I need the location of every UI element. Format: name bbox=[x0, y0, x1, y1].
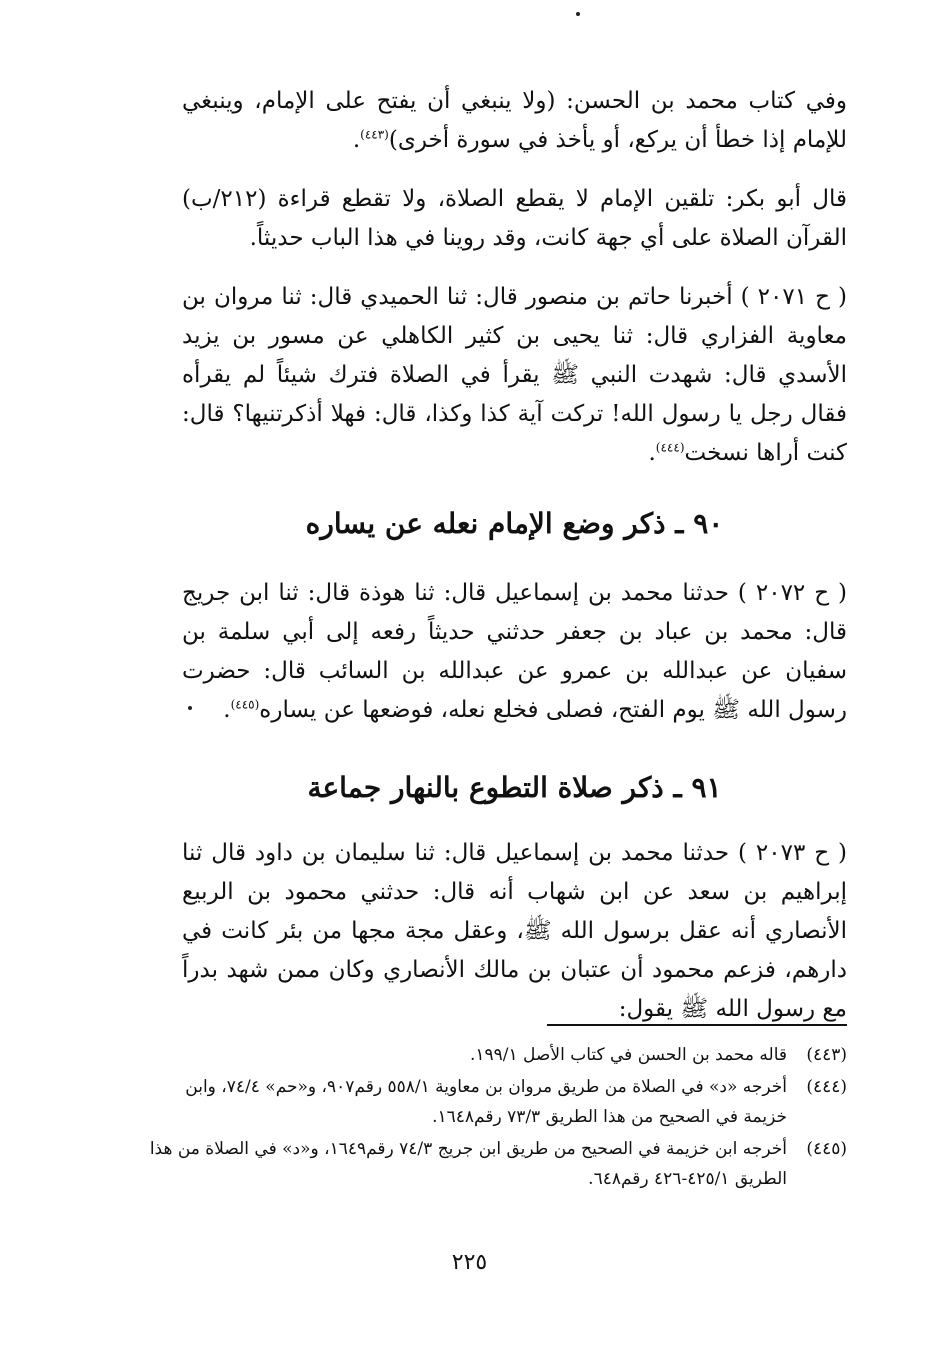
paragraph-p5 bbox=[182, 834, 847, 1029]
footnote-text: قاله محمد بن الحسن في كتاب الأصل ١٩٩/١. bbox=[469, 1045, 787, 1065]
section-heading-90: ٩٠ ـ ذكر وضع الإمام نعله عن يساره bbox=[305, 507, 724, 540]
footnote-text: أخرجه ابن خزيمة في الصحيح من طريق ابن جريج ٧٤/٣ رقم١٦٤٩، و«د» في الصلاة من هذا الطريق ٤٢٥/١-٤٢٦ رقم٦٤٨. bbox=[149, 1139, 787, 1189]
page-number: ٢٢٥ bbox=[451, 1250, 488, 1275]
paragraph-p3 bbox=[182, 278, 847, 473]
paragraph-text: وفي كتاب محمد بن الحسن: (ولا ينبغي أن يفتح على الإمام، وينبغي للإمام إذا خطأ أن يركع، أو يأخذ في سورة أخرى) bbox=[182, 88, 847, 153]
footnote-number: (٤٤٤) bbox=[806, 1077, 847, 1097]
section-heading-91: ٩١ ـ ذكر صلاة التطوع بالنهار جماعة bbox=[307, 771, 722, 804]
paragraph-p1 bbox=[182, 82, 847, 160]
paragraph-p2 bbox=[182, 180, 847, 258]
footnote-reference: (٤٤٥) bbox=[230, 697, 260, 712]
paragraph-p4 bbox=[182, 574, 847, 730]
paragraph-end-mark: . bbox=[648, 440, 656, 466]
footnote-number: (٤٤٣) bbox=[806, 1045, 847, 1065]
speck-mark bbox=[576, 12, 580, 16]
footnote bbox=[147, 1040, 847, 1070]
footnote-reference: (٤٤٤) bbox=[655, 440, 685, 455]
paragraph-text: ( ح ٢٠٧٣ ) حدثنا محمد بن إسماعيل قال: ثنا سليمان بن داود قال ثنا إبراهيم بن سعد عن ابن شهاب أنه قال: حدثني محمود بن الربيع الأنصاري أنه عقل برسول الله ﷺ، وعقل مجة مجها من بئر كانت في دارهم، فزعم محمود أن عتبان بن مالك الأنصاري وكان ممن شهد بدراً مع رسول الله ﷺ يقول: bbox=[182, 840, 847, 1022]
paragraph-text: ( ح ٢٠٧٢ ) حدثنا محمد بن إسماعيل قال: ثنا هوذة قال: ثنا ابن جريج قال: محمد بن عباد بن جعفر حدثني حديثاً رفعه إلى أبي سلمة بن سفيان عن عبدالله بن عمرو عن عبدالله بن السائب قال: حضرت رسول الله ﷺ يوم الفتح، فصلى فخلع نعله، فوضعها عن يساره bbox=[182, 580, 847, 723]
footnote-reference: (٤٤٣) bbox=[360, 127, 389, 142]
paragraph-text: قال أبو بكر: تلقين الإمام لا يقطع الصلاة، ولا تقطع قراءة (٢١٢/ب) القرآن الصلاة على أي جهة كانت، وقد روينا في هذا الباب حديثاً. bbox=[182, 186, 847, 251]
paragraph-text: ( ح ٢٠٧١ ) أخبرنا حاتم بن منصور قال: ثنا الحميدي قال: ثنا مروان بن معاوية الفزاري قال: ثنا يحيى بن كثير الكاهلي عن مسور بن يزيد الأسدي قال: شهدت النبي ﷺ يقرأ في الصلاة فترك شيئاً لم يقرأه فقال رجل يا رسول الله! تركت آية كذا وكذا، قال: فهلا أذكرتنيها؟ قال: كنت أراها نسخت bbox=[182, 284, 847, 466]
paragraph-end-mark: . bbox=[352, 127, 361, 153]
footnote-number: (٤٤٥) bbox=[806, 1139, 847, 1159]
footnote bbox=[147, 1072, 847, 1132]
footnote-text: أخرجه «د» في الصلاة من طريق مروان بن معاوية ٥٥٨/١ رقم٩٠٧، و«حم» ٧٤/٤، وابن خزيمة في الصحيح من هذا الطريق ٧٣/٣ رقم١٦٤٨. bbox=[185, 1077, 787, 1127]
footnote bbox=[147, 1134, 847, 1194]
paragraph-end-mark: . bbox=[223, 697, 231, 723]
footnote-separator bbox=[547, 1024, 847, 1026]
footnotes bbox=[147, 1040, 847, 1196]
